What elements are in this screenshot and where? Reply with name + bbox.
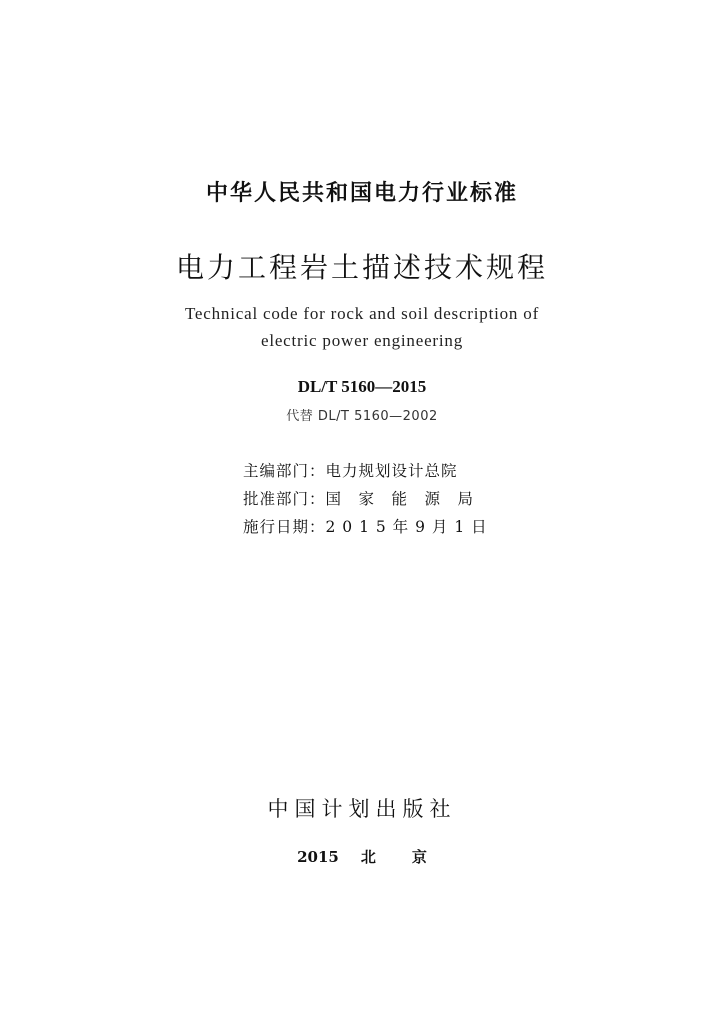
effective-label: 施行日期： (243, 518, 326, 536)
document-title-en-line1: Technical code for rock and soil description of (184, 304, 540, 323)
standard-code: DL/T 5160—2015 (297, 377, 427, 396)
approver-label: 批准部门： (243, 490, 326, 508)
standard-category: 中华人民共和国电力行业标准 (205, 181, 518, 206)
publication-city-part2: 京 (411, 848, 427, 866)
effective-value: 2 0 1 5 年 9 月 1 日 (325, 518, 488, 536)
editor-line (243, 459, 458, 481)
document-title-en-line2: electric power engineering (260, 331, 464, 350)
document-title-cn: 电力工程岩土描述技术规程 (175, 251, 548, 284)
publisher: 中国计划出版社 (267, 797, 457, 821)
replaces-standard: 代替 DL/T 5160—2002 (286, 409, 438, 424)
publication-info (0, 846, 724, 867)
effective-date-line (243, 515, 488, 537)
approver-value: 国 家 能 源 局 (325, 490, 475, 508)
approver-line (243, 487, 474, 509)
editor-label: 主编部门： (243, 462, 326, 480)
editor-value: 电力规划设计总院 (325, 462, 458, 480)
publication-city-part1: 北 (360, 848, 376, 866)
publication-year: 2015 (297, 848, 339, 866)
